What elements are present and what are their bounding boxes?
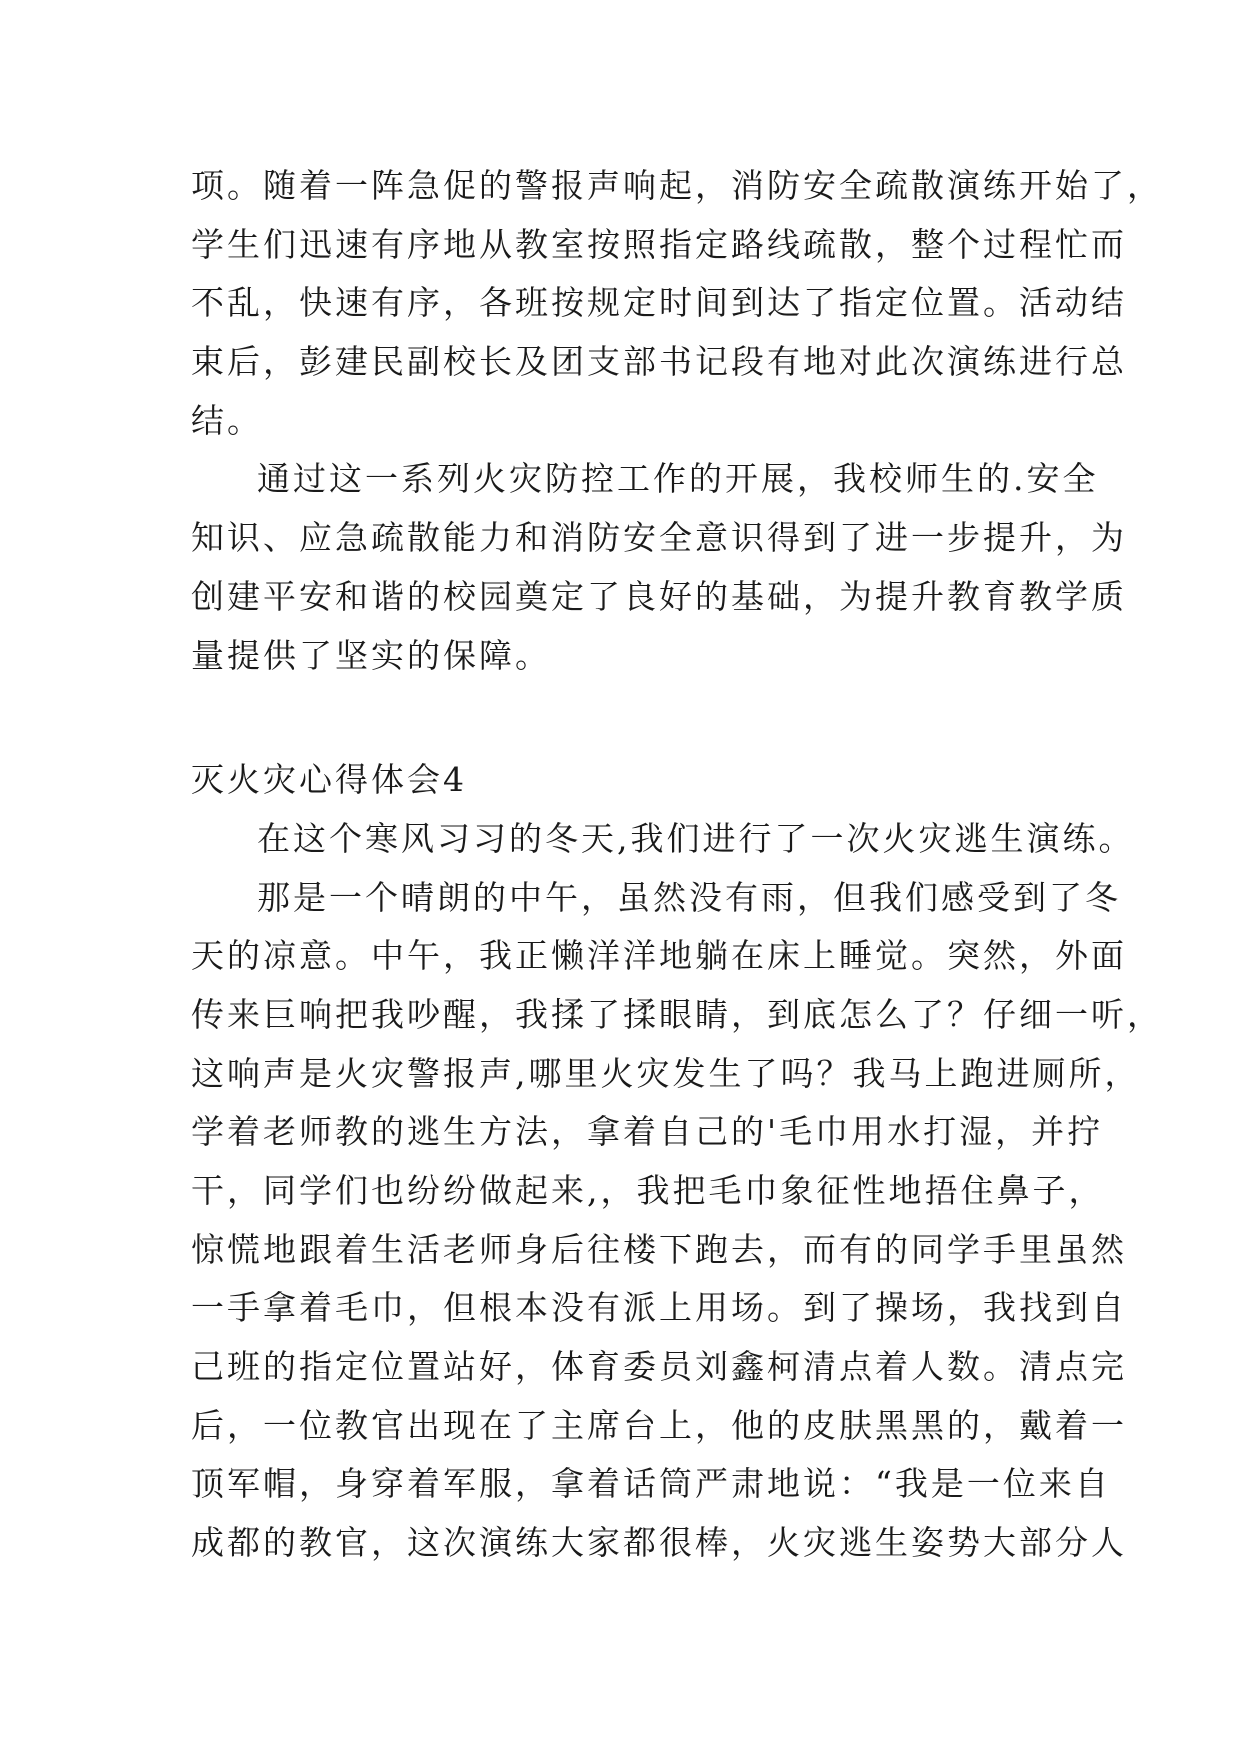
section-heading: 灭火灾心得体会4	[191, 760, 467, 800]
text-line: 量提供了坚实的保障。	[191, 635, 551, 675]
text-line: 学着老师教的逃生方法，拿着自己的'毛巾用水打湿，并拧	[191, 1112, 1104, 1152]
text-line: 成都的教官，这次演练大家都很棒，火灾逃生姿势大部分人	[191, 1523, 1127, 1563]
text-line: 通过这一系列火灾防控工作的开展，我校师生的.安全	[257, 459, 1099, 499]
text-line: 不乱，快速有序，各班按规定时间到达了指定位置。活动结	[191, 283, 1127, 323]
text-line: 干，同学们也纷纷做起来,，我把毛巾象征性地捂住鼻子，	[191, 1171, 1105, 1210]
text-line: 项。随着一阵急促的警报声响起，消防安全疏散演练开始了，	[191, 166, 1163, 205]
paragraph-story	[191, 869, 1163, 1573]
text-line: 顶军帽，身穿着军服，拿着话筒严肃地说：“我是一位来自	[191, 1464, 1111, 1504]
text-line: 传来巨响把我吵醒，我揉了揉眼睛，到底怎么了？仔细一听，	[191, 994, 1163, 1034]
text-line: 这响声是火灾警报声,哪里火灾发生了吗？我马上跑进厕所，	[191, 1053, 1141, 1093]
text-line: 束后，彭建民副校长及团支部书记段有地对此次演练进行总	[191, 342, 1127, 382]
paragraph-evacuation-drill	[191, 157, 1163, 450]
section-spacer	[191, 685, 1051, 751]
text-line: 结。	[191, 400, 263, 440]
text-line: 天的凉意。中午，我正懒洋洋地躺在床上睡觉。突然，外面	[191, 936, 1127, 976]
text-line: 一手拿着毛巾，但根本没有派上用场。到了操场，我找到自	[191, 1288, 1127, 1328]
text-line: 那是一个晴朗的中午，虽然没有雨，但我们感受到了冬	[257, 877, 1121, 917]
text-line: 惊慌地跟着生活老师身后往楼下跑去，而有的同学手里虽然	[191, 1229, 1127, 1269]
text-line: 己班的指定位置站好，体育委员刘鑫柯清点着人数。清点完	[191, 1347, 1127, 1387]
text-line: 在这个寒风习习的冬天,我们进行了一次火灾逃生演练。	[257, 818, 1135, 858]
text-line: 学生们迅速有序地从教室按照指定路线疏散，整个过程忙而	[191, 224, 1127, 264]
text-line: 后，一位教官出现在了主席台上，他的皮肤黑黑的，戴着一	[191, 1405, 1127, 1445]
paragraph-intro	[191, 810, 1135, 869]
document-body	[191, 157, 1163, 1573]
text-line: 创建平安和谐的校园奠定了良好的基础，为提升教育教学质	[191, 576, 1127, 616]
paragraph-summary	[191, 450, 1127, 685]
text-line: 知识、应急疏散能力和消防安全意识得到了进一步提升，为	[191, 518, 1127, 558]
